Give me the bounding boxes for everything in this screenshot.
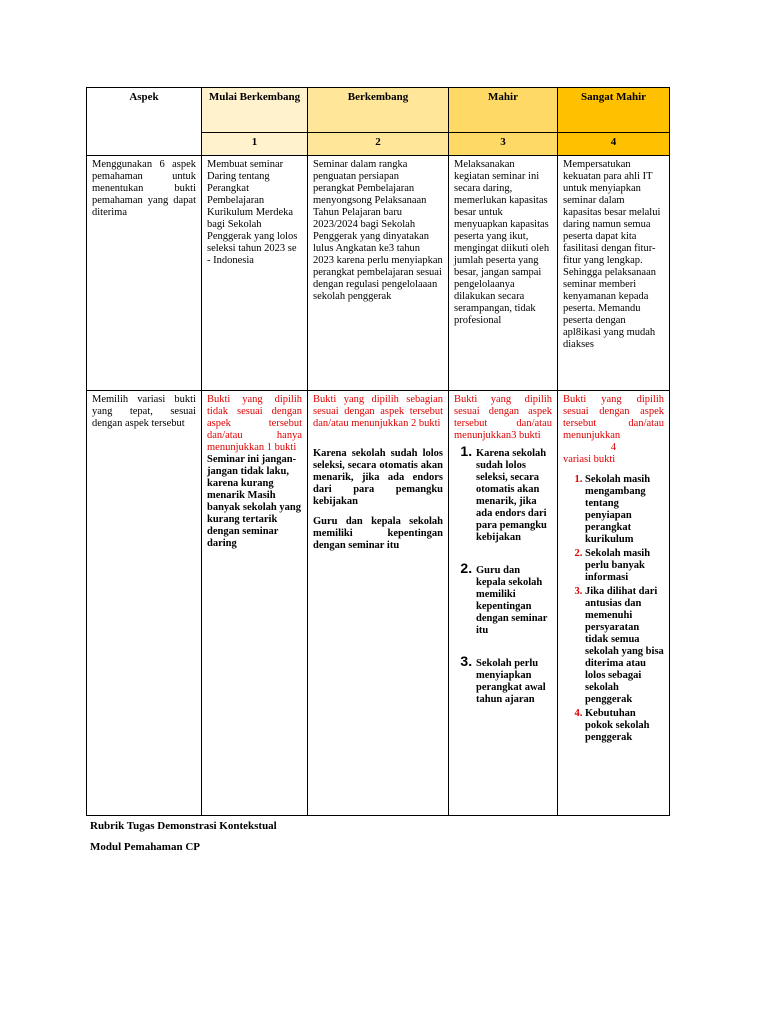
rubric-table	[86, 87, 670, 816]
table-row	[87, 156, 670, 391]
row1-sangat-mahir: Mempersatukan kekuatan para ahli IT untuk menyiapkan seminar dalam kapasitas besar melalui daring namun semua peserta dapat kita fasilitasi dengan fitur-fitur yang lengkap. Sehingga pelaksanaan seminar memberi kenyamanan kepada peserta. Memandu peserta dengan apl8ikasi yang mudah diakses	[558, 156, 670, 391]
evidence-item: Guru dan kepala sekolah memiliki kepentingan dengan seminar itu	[313, 516, 443, 551]
criteria-text: Bukti yang dipilih sesuai dengan aspek tersebut dan/atau menunjukkan3 bukti	[454, 394, 552, 441]
evidence-item: 1. Sekolah masih mengambang tentang penyiapan perangkat kurikulum	[585, 474, 664, 546]
row1-mahir: Melaksanakan kegiatan seminar ini secara daring, memerlukan kapasitas besar untuk menyuapkan kapasitas peserta yang ikut, mengingat diikuti oleh jumlah peserta yang besar, jangan sampai pengelolaanya dilakukan secara serampangan, tidak profesional	[449, 156, 558, 391]
score-2: 2	[308, 133, 449, 156]
header-mulai-berkembang: Mulai Berkembang	[202, 88, 308, 133]
row2-sangat-mahir	[558, 391, 670, 816]
row1-berkembang: Seminar dalam rangka penguatan persiapan perangkat Pembelajaran menyongsong Pelaksanaan Tahun Pelajaran baru 2023/2024 bagi Sekolah Penggerak yang dinyatakan lulus Angkatan ke3 tahun 2023 karena perlu menyiapkan perangkat pembelajaran sesuai dengan regulasi pengelolaaan sekolah penggerak	[308, 156, 449, 391]
row2-mahir	[449, 391, 558, 816]
evidence-item: 3. Sekolah perlu menyiapkan perangkat awal tahun ajaran	[476, 655, 552, 706]
header-aspek: Aspek	[87, 88, 202, 156]
score-3: 3	[449, 133, 558, 156]
evidence-list	[454, 445, 552, 706]
row1-aspek: Menggunakan 6 aspek pemahaman untuk menentukan bukti pemahaman yang dapat diterima	[87, 156, 202, 391]
footer-title: Rubrik Tugas Demonstrasi Kontekstual	[90, 820, 277, 832]
criteria-number: 4	[610, 442, 617, 453]
table-row	[87, 391, 670, 816]
evidence-item: 4. Kebutuhan pokok sekolah penggerak	[585, 708, 664, 744]
row2-mulai-berkembang	[202, 391, 308, 816]
evidence-item: Karena sekolah sudah lolos seleksi, secara otomatis akan menarik, jika ada endors dari para pemangku kebijakan	[313, 448, 443, 507]
criteria-text: Bukti yang dipilih sesuai dengan aspek tersebut dan/atau menunjukkan	[563, 394, 664, 441]
footer-subtitle: Modul Pemahaman CP	[90, 841, 200, 853]
score-1: 1	[202, 133, 308, 156]
evidence-item: 2. Sekolah masih perlu banyak informasi	[585, 548, 664, 584]
evidence-item: 2. Guru dan kepala sekolah memiliki kepentingan dengan seminar itu	[476, 562, 552, 637]
header-berkembang: Berkembang	[308, 88, 449, 133]
criteria-tail: variasi bukti	[563, 454, 616, 465]
evidence-text: Seminar ini jangan-jangan tidak laku, karena kurang menarik Masih banyak sekolah yang kurang tertarik dengan seminar daring	[207, 454, 301, 549]
score-4: 4	[558, 133, 670, 156]
header-mahir: Mahir	[449, 88, 558, 133]
row1-mulai-berkembang: Membuat seminar Daring tentang Perangkat Pembelajaran Kurikulum Merdeka bagi Sekolah Penggerak yang lolos seleksi tahun 2023 se - Indonesia	[202, 156, 308, 391]
evidence-list	[563, 474, 664, 744]
evidence-item: 3. Jika dilihat dari antusias dan memenuhi persyaratan tidak semua sekolah yang bisa diterima atau lolos sebagai sekolah penggerak	[585, 586, 664, 706]
header-sangat-mahir: Sangat Mahir	[558, 88, 670, 133]
evidence-item: 1. Karena sekolah sudah lolos seleksi, secara otomatis akan menarik, jika ada endors dari para pemangku kebijakan	[476, 445, 552, 544]
row2-berkembang	[308, 391, 449, 816]
header-row	[87, 88, 670, 133]
criteria-text: Bukti yang dipilih tidak sesuai dengan aspek tersebut dan/atau hanya menunjukkan 1 bukti	[207, 394, 302, 453]
criteria-text: Bukti yang dipilih sebagian sesuai dengan aspek tersebut dan/atau menunjukkan 2 bukti	[313, 394, 443, 429]
row2-aspek: Memilih variasi bukti yang tepat, sesuai dengan aspek tersebut	[87, 391, 202, 816]
